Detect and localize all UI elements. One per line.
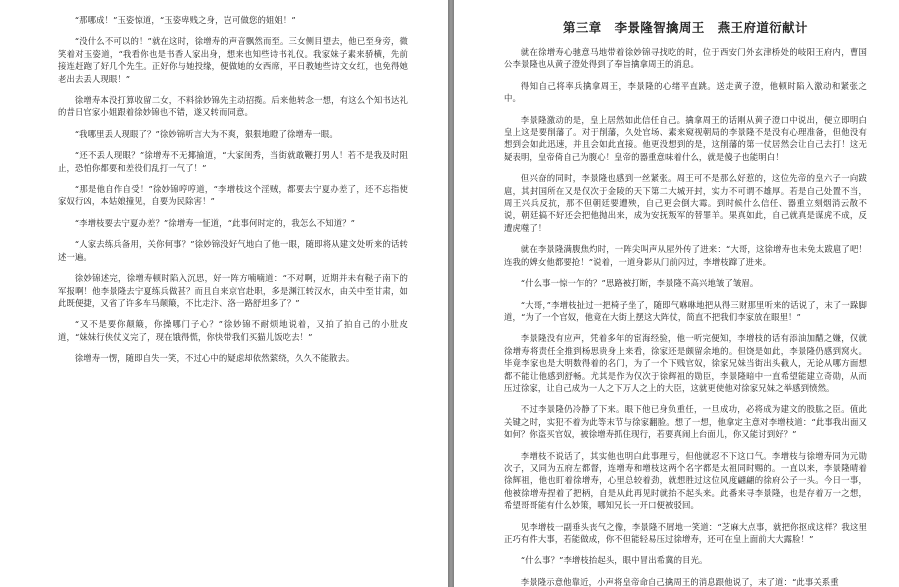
paragraph: “没什么不可以的！”就在这时，徐增寿的声音飘然而至。三女侧目望去，他已至身旁，微笑着对玉姿道，“我看你也是书香人家出身，想来也知些诗书礼仪。我家妹子素来骄横，先前接连赶跑了好几个先生。正好你与她投缘，便做她的女西席，平日教她些诗文女红，也免得她老出去丢人现眼！” <box>58 36 408 84</box>
paragraph: 就在徐增寿心驰意马地带着徐妙锦寻找吃的时，位于西安门外玄津桥处的岐阳王府内，曹国公李景隆也从黄子澄处得到了奉旨擒拿周王的消息。 <box>504 47 867 70</box>
paragraph: “人家去练兵备用，关你何事？”徐妙锦没好气地白了他一眼，随即将从建文处听来的话转述一遍。 <box>58 239 408 262</box>
paragraph: “那哪成！”玉姿惊道，“玉姿卑贱之身，岂可做您的姐姐！” <box>74 15 296 25</box>
paragraph: 徐增寿一愣，随即自失一笑，不过心中的疑虑却依然萦绕，久久不能散去。 <box>74 353 355 364</box>
paragraph: “那是他自作自受！”徐妙锦哼哼道，“李增枝这个淫贼，都要去宁夏办差了，还不忘指使家奴行凶，本姑娘撞见，自要为民除害！” <box>58 184 408 207</box>
paragraph: “李增枝要去宁夏办差？”徐增寿一怔道，“此事何时定的，我怎么不知道？” <box>74 217 356 228</box>
paragraph: “什么事一惊一乍的？”思路被打断，李景隆不高兴地皱了皱眉。 <box>520 278 759 289</box>
paragraph: 得知自己将率兵擒拿周王，李景隆的心绪平直跳。送走黄子澄，他顿时陷入激动和紧张之中。 <box>504 80 867 104</box>
paragraph: 就在李景隆满腹焦灼时，一阵尖叫声从屋外传了进来：“大哥，这徐增寿也未免太跋扈了吧！连我的婢女他都要抢！”说着，一道身影从门前闪过，李增枝蹿了进来。 <box>504 244 867 267</box>
paragraph: 但兴奋的同时，李景隆也感到一丝紧张。周王可不是那么好惹的，这位先帝的皇六子一向跋扈，其封国所在又是仅次于金陵的天下第二大城开封，实力不可谓不雄厚。若是自己处置不当，周王兴兵反抗，那不但朝廷要遭殃，自己更会倒大霉。到时候什么信任、器重立刻烟消云散不说，朝廷搞不好还会把他抛出来，成为安抚叛军的替罪羊。果真如此，自己就真是谋虎不成，反遭虎噬了！ <box>504 173 867 233</box>
paragraph: “还不丢人现眼？”徐增寿不无揶揄道，“大家闺秀，当街就敢鞭打男人！若不是我及时阻止，恐怕你都要和差役们乱打一气了！” <box>58 150 408 173</box>
paragraph: 李增枝不说话了，其实他也明白此事理亏，但他就忍不下这口气。李增枝与徐增寿同为元勋次子，又同为五府左都督，连增寿和增枝这两个名字都是太祖同时赐的。一直以来，李景隆晴着徐辉祖，他也盯着徐增寿，心里总较着劲，就想胜过这位风度翩翩的徐府公子一头。今日一事，他被徐增寿捏着了把柄，自是从此再见时就抬不起头来。此番来寻李景隆，也是存着万一之想，希望哥哥能有什么妙策，哪知兄长一开口便被驳回。 <box>504 450 867 511</box>
paragraph: 李景隆没有应声，凭着多年的宦海经验，他一听完便知，李增枝的话有添油加醋之嫌，仅就徐增寿将责任全推到杨思贵身上来看，徐家还是颇留余地的。但饶是如此，李景隆仍感到窝火。毕竟李家也是大明数得着的名门，为了一个下贱官奴，徐家兄妹当街出头截人，无论从哪方面想都不能让他感到舒畅。尤其是作为仅次于徐辉祖的勋臣，李景隆暗中一直希望能建立奇勋，从而压过徐家，让自己成为一人之下万人之上的大臣，这就更使他对徐家兄妹之举感到愤然。 <box>504 333 867 393</box>
paragraph: “大哥，”李增枝扯过一把椅子坐了，随即气咻咻地把从得三财那里听来的话说了，末了一跺脚道，“为了一个官奴，他竟在大街上摆这大阵仗，简直不把我们李家放在眼里！” <box>504 299 867 322</box>
right-page-body <box>504 46 867 587</box>
left-page <box>0 0 448 587</box>
paragraph: 李景隆示意他靠近，小声将皇帝命自己擒周王的消息跟他说了，末了道：“此事关系重 <box>520 576 839 587</box>
right-page <box>454 0 899 587</box>
paragraph: 李景隆激动的是，皇上居然如此信任自己。擒拿周王的话刚从黄子澄口中说出，便立即明白皇上这是要削藩了。对于削藩，久处官场、素来窥视朝局的李景隆不是没有心理准备，但他没有想到会如此迅速，并且会如此直接。他更没想到的是，这削藩的第一仗居然会让自己去打！这无疑表明，皇帝倚自己为腹心！皇帝的器重意味着什么，就是傻子也能明白！ <box>504 114 867 162</box>
left-page-body <box>58 14 408 365</box>
paragraph: 见李增枝一副垂头丧气之像，李景隆不屑地一笑道：“芝麻大点事，就把你抠成这样？我这里正巧有件大事，若能做成，你不但能轻易压过徐增寿，还可在皇上面前大大露脸！” <box>504 521 867 544</box>
paragraph: 不过李景隆仍冷静了下来。眼下他已身负重任，一旦成功，必将成为建文的股肱之臣。值此关键之时，实犯不着为此等末节与徐家翻脸。想了一想，他拿定主意对李增枝道：“此事我出面又如何？你盗买官奴，被徐增寿抓住现行，若要真闹上台面儿，你又能讨到好？” <box>504 404 867 440</box>
paragraph: 徐增寿本没打算收留二女，不料徐妙锦先主动招揽。后来他转念一想，有这么个知书达礼的昔日官家小姐跟着徐妙锦也不错，遂又转而同意。 <box>58 95 408 118</box>
paragraph: “什么事？”李增枝抬起头，眼中冒出希冀的目光。 <box>520 555 708 566</box>
paragraph: “我哪里丢人现眼了？”徐妙锦听言大为不爽，狠狠地瞪了徐增寿一眼。 <box>74 128 338 139</box>
chapter-title: 第三章 李景隆智擒周王 燕王府道衍献计 <box>563 20 808 35</box>
paragraph: 徐妙锦述完，徐增寿顿时陷入沉思，好一阵方喃喃道：“不对啊，近期并未有鞑子南下的军报啊！他李景隆去宁夏练兵做甚？而且自来京官赴职，多是渊江转汉水，由关中至甘肃，如此既便捷，又省了许多车马颠簸，不比走汴、洛一路舒坦多了？” <box>58 273 408 308</box>
paragraph: “又不是要你颠簸，你操哪门子心？”徐妙锦不耐烦地说着，又拍了拍自己的小肚皮道，“妹妹行侠仗义完了，现在饿得慌，你快带我们买猫儿饭吃去！” <box>58 319 408 342</box>
